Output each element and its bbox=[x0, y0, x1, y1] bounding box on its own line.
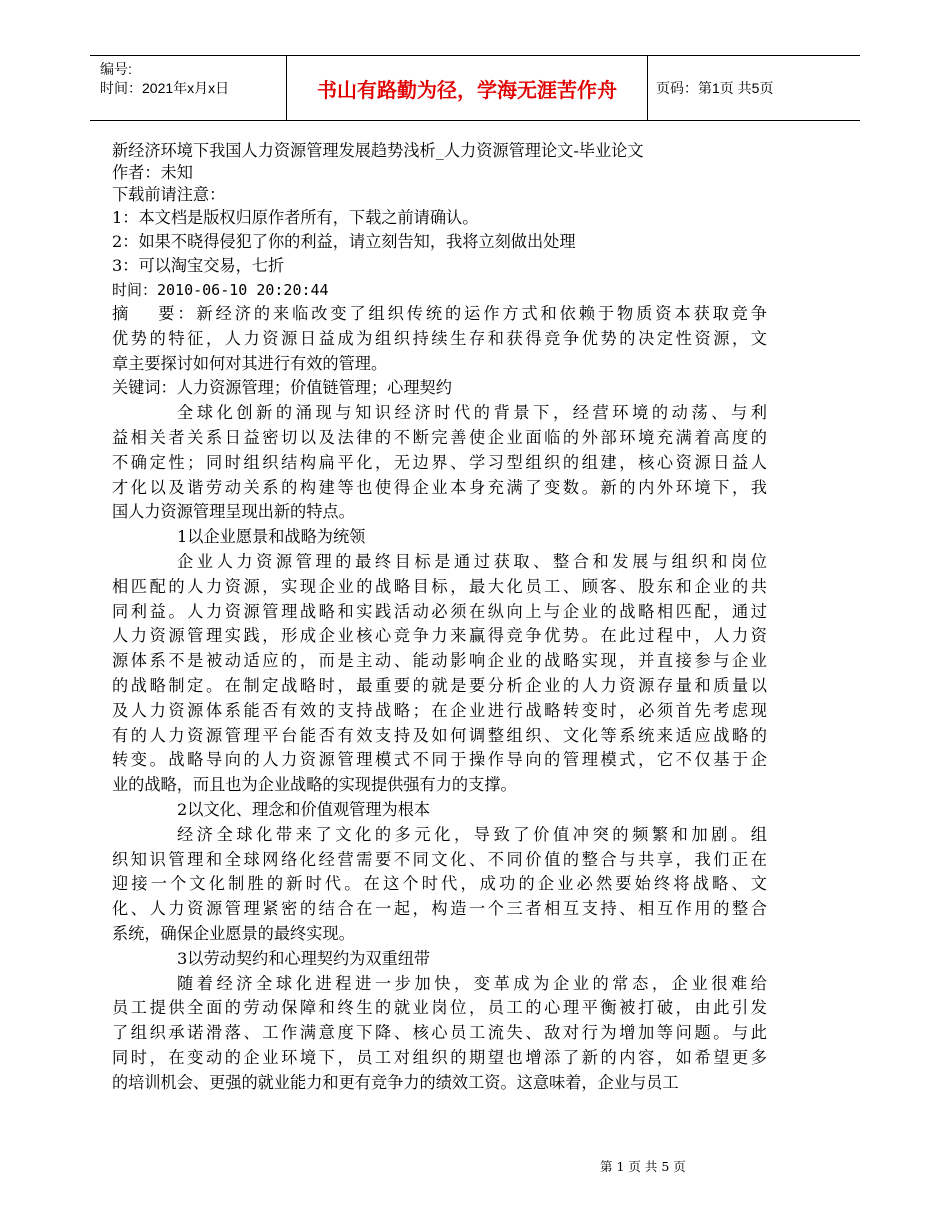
paragraph bbox=[112, 401, 767, 525]
paragraph-line: 不确定性；同时组织结构扁平化，无边界、学习型组织的组建，核心资源日益人 bbox=[112, 452, 767, 472]
paragraph-line: 国人力资源管理呈现出新的特点。 bbox=[112, 502, 355, 522]
paragraph-line: 益相关者关系日益密切以及法律的不断完善使企业面临的外部环境充满着高度的 bbox=[112, 427, 767, 447]
paragraph-line: 及人力资源体系能否有效的支持战略；在企业进行战略转变时，必须首先考虑现 bbox=[112, 700, 767, 720]
paragraph-line: 织知识管理和全球网络化经营需要不同文化、不同价值的整合与共享，我们正在 bbox=[112, 849, 767, 869]
page-footer: 第 1 页 共 5 页 bbox=[600, 1159, 686, 1174]
paragraph-line: 经济全球化带来了文化的多元化，导致了价值冲突的频繁和加剧。组 bbox=[177, 824, 767, 844]
header-meta bbox=[100, 60, 290, 98]
section-heading: 2以文化、理念和价值观管理为根本 bbox=[177, 799, 431, 819]
paragraph-line: 的战略制定。在制定战略时，最重要的就是要分析企业的人力资源存量和质量以 bbox=[112, 675, 767, 695]
section-heading: 1以企业愿景和战略为统领 bbox=[177, 527, 366, 547]
paragraph-line: 转变。战略导向的人力资源管理模式不同于操作导向的管理模式，它不仅基于企 bbox=[112, 750, 767, 770]
body-paragraphs bbox=[112, 401, 767, 1095]
paragraph-line: 化、人力资源管理紧密的结合在一起，构造一个三者相互支持、相互作用的整合 bbox=[112, 899, 767, 919]
abstract-line: 摘 要：新经济的来临改变了组织传统的运作方式和依赖于物质资本获取竞争 bbox=[112, 304, 767, 323]
abstract-line: 章主要探讨如何对其进行有效的管理。 bbox=[112, 353, 388, 373]
number-label: 编号: bbox=[100, 61, 132, 77]
document-title: 新经济环境下我国人力资源管理发展趋势浅析_人力资源管理论文-毕业论文 bbox=[112, 141, 644, 160]
keywords: 关键词：人力资源管理；价值链管理；心理契约 bbox=[112, 378, 452, 398]
paragraph bbox=[112, 823, 767, 947]
header-page-info: 页码：第1页 共5页 bbox=[656, 80, 774, 96]
paragraph-line: 才化以及谐劳动关系的构建等也使得企业本身充满了变数。新的内外环境下，我 bbox=[112, 477, 767, 497]
time-stamp: 时间：2010-06-10 20:20:44 bbox=[112, 281, 329, 299]
paragraph-line: 全球化创新的涌现与知识经济时代的背景下，经营环境的动荡、与利 bbox=[177, 403, 767, 423]
author-line: 作者：未知 bbox=[112, 163, 193, 182]
paragraph-line: 企业人力资源管理的最终目标是通过获取、整合和发展与组织和岗位 bbox=[177, 551, 767, 571]
time-label: 时间：2021年x月x日 bbox=[100, 80, 230, 96]
paragraph-line: 人力资源管理实践，形成企业核心竞争力来赢得竞争优势。在此过程中，人力资 bbox=[112, 626, 767, 646]
paragraph-line: 业的战略，而且也为企业战略的实现提供强有力的支撑。 bbox=[112, 775, 517, 795]
paragraph-line: 同利益。人力资源管理战略和实践活动必须在纵向上与企业的战略相匹配，通过 bbox=[112, 601, 767, 621]
notice-heading: 下载前请注意： bbox=[112, 185, 226, 204]
page-header bbox=[90, 55, 860, 121]
abstract bbox=[112, 302, 767, 376]
paragraph-line: 系统，确保企业愿景的最终实现。 bbox=[112, 923, 355, 943]
paragraph-line: 员工提供全面的劳动保障和终生的就业岗位，员工的心理平衡被打破，由此引发 bbox=[112, 998, 767, 1018]
paragraph bbox=[112, 972, 767, 1096]
notice-item: 3：可以淘宝交易，七折 bbox=[112, 256, 285, 275]
header-motto: 书山有路勤为径，学海无涯苦作舟 bbox=[286, 56, 648, 120]
paragraph-line: 随着经济全球化进程进一步加快，变革成为企业的常态，企业很难给 bbox=[177, 973, 767, 993]
paragraph-line: 的培训机会、更强的就业能力和更有竞争力的绩效工资。这意味着，企业与员工 bbox=[112, 1072, 679, 1092]
paragraph-line: 迎接一个文化制胜的新时代。在这个时代，成功的企业必然要始终将战略、文 bbox=[112, 874, 767, 894]
paragraph bbox=[112, 550, 767, 798]
section-heading: 3以劳动契约和心理契约为双重纽带 bbox=[177, 948, 431, 968]
paragraph-line: 源体系不是被动适应的，而是主动、能动影响企业的战略实现，并直接参与企业 bbox=[112, 651, 767, 671]
paragraph-line: 同时，在变动的企业环境下，员工对组织的期望也增添了新的内容，如希望更多 bbox=[112, 1047, 767, 1067]
abstract-line: 优势的特征，人力资源日益成为组织持续生存和获得竞争优势的决定性资源，文 bbox=[112, 328, 767, 348]
notice-item: 2：如果不晓得侵犯了你的利益，请立刻告知，我将立刻做出处理 bbox=[112, 232, 576, 251]
paragraph-line: 了组织承诺滑落、工作满意度下降、核心员工流失、敌对行为增加等问题。与此 bbox=[112, 1023, 767, 1043]
notice-item: 1：本文档是版权归原作者所有，下载之前请确认。 bbox=[112, 208, 479, 227]
document-body bbox=[112, 140, 767, 1096]
paragraph-line: 有的人力资源管理平台能否有效支持及如何调整组织、文化等系统来适应战略的 bbox=[112, 725, 767, 745]
paragraph-line: 相匹配的人力资源，实现企业的战略目标，最大化员工、顾客、股东和企业的共 bbox=[112, 576, 767, 596]
